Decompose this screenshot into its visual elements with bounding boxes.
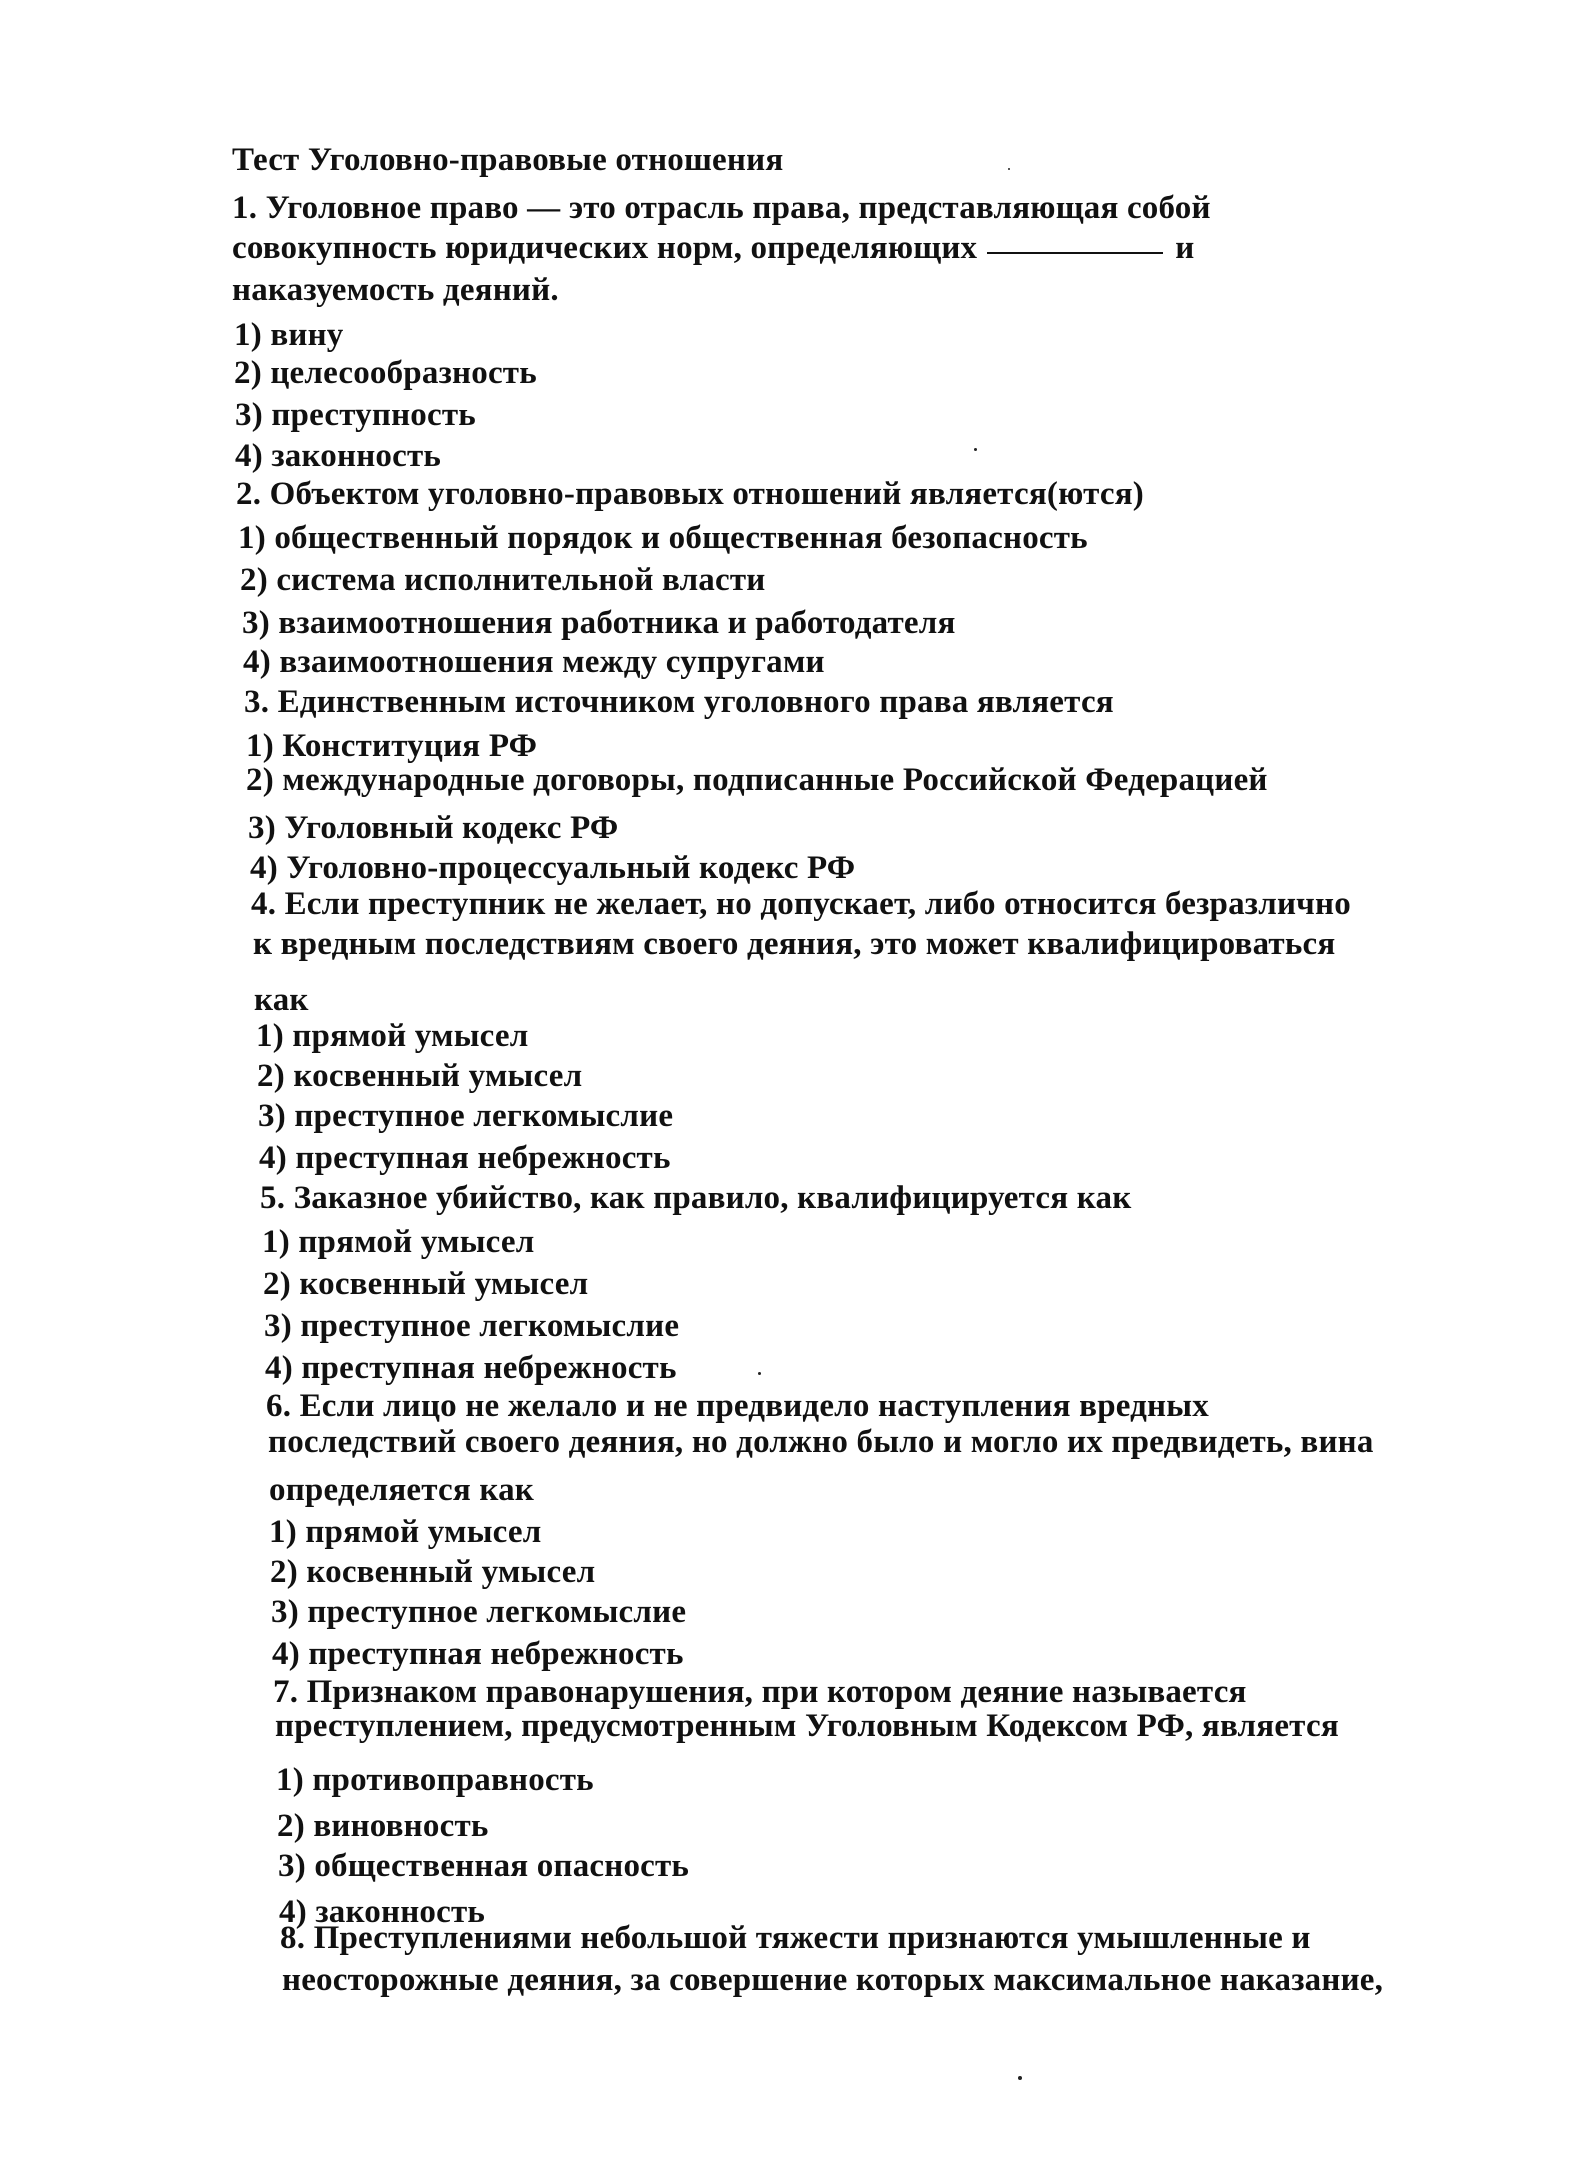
q7-option-2: 2) виновность [277, 1808, 489, 1844]
q6-option-2: 2) косвенный умысел [270, 1554, 596, 1590]
q7-option-4: 4) законность [279, 1894, 486, 1930]
scan-speck [1018, 2076, 1022, 2080]
q1-option-3: 3) преступность [235, 397, 476, 433]
question-4-line-3: как [254, 982, 309, 1018]
question-6-line-2: последствий своего деяния, но должно было и могло их предвидеть, вина [268, 1424, 1374, 1460]
question-1-line-2 [232, 228, 1194, 268]
q2-option-1: 1) общественный порядок и общественная безопасность [238, 520, 1088, 556]
q5-option-3: 3) преступное легкомыслие [264, 1308, 680, 1344]
question-2-line-1: 2. Объектом уголовно-правовых отношений является(ются) [236, 476, 1144, 512]
q3-option-1: 1) Конституция РФ [246, 728, 538, 764]
q1-option-4: 4) законность [235, 438, 442, 474]
q6-option-4: 4) преступная небрежность [272, 1636, 684, 1672]
scan-speck [758, 1372, 761, 1375]
question-5-line-1: 5. Заказное убийство, как правило, квалифицируется как [260, 1180, 1132, 1216]
question-3-line-1: 3. Единственным источником уголовного права является [244, 684, 1114, 720]
q7-option-3: 3) общественная опасность [278, 1848, 690, 1884]
question-1-line-2-text: совокупность юридических норм, определяющих [232, 230, 978, 266]
question-4-line-1: 4. Если преступник не желает, но допускает, либо относится безразлично [251, 886, 1351, 922]
question-1-line-1: 1. Уголовное право — это отрасль права, представляющая собой [232, 190, 1211, 226]
question-7-line-2: преступлением, предусмотренным Уголовным Кодексом РФ, является [275, 1708, 1339, 1744]
q6-option-3: 3) преступное легкомыслие [271, 1594, 687, 1630]
question-4-line-2: к вредным последствиям своего деяния, это может квалифицироваться [253, 926, 1336, 962]
q2-option-2: 2) система исполнительной власти [240, 562, 766, 598]
answer-blank [987, 251, 1163, 254]
q2-option-3: 3) взаимоотношения работника и работодателя [242, 605, 956, 641]
q1-option-2: 2) целесообразность [234, 355, 537, 391]
q4-option-4: 4) преступная небрежность [259, 1140, 671, 1176]
scan-speck [974, 448, 977, 451]
q4-option-2: 2) косвенный умысел [257, 1058, 583, 1094]
question-1-line-2-end: и [1175, 230, 1195, 266]
q4-option-3: 3) преступное легкомыслие [258, 1098, 674, 1134]
q3-option-4: 4) Уголовно-процессуальный кодекс РФ [250, 850, 856, 886]
q7-option-1: 1) противоправность [276, 1762, 594, 1798]
question-8-line-1: 8. Преступлениями небольшой тяжести признаются умышленные и [280, 1920, 1311, 1956]
q5-option-1: 1) прямой умысел [262, 1224, 535, 1260]
question-1-line-3: наказуемость деяний. [232, 272, 559, 308]
question-8-line-2: неосторожные деяния, за совершение которых максимальное наказание, [282, 1962, 1384, 1998]
q5-option-2: 2) косвенный умысел [263, 1266, 589, 1302]
scan-speck [1008, 168, 1010, 170]
q2-option-4: 4) взаимоотношения между супругами [243, 644, 825, 680]
q1-option-1: 1) вину [234, 317, 344, 353]
q5-option-4: 4) преступная небрежность [265, 1350, 677, 1386]
question-7-line-1: 7. Признаком правонарушения, при котором деяние называется [273, 1674, 1247, 1710]
q4-option-1: 1) прямой умысел [256, 1018, 529, 1054]
q6-option-1: 1) прямой умысел [269, 1514, 542, 1550]
test-title: Тест Уголовно-правовые отношения [232, 142, 784, 178]
question-6-line-1: 6. Если лицо не желало и не предвидело наступления вредных [266, 1388, 1209, 1424]
question-6-line-3: определяется как [269, 1472, 535, 1508]
q3-option-3: 3) Уголовный кодекс РФ [248, 810, 619, 846]
q3-option-2: 2) международные договоры, подписанные Российской Федерацией [246, 762, 1268, 798]
